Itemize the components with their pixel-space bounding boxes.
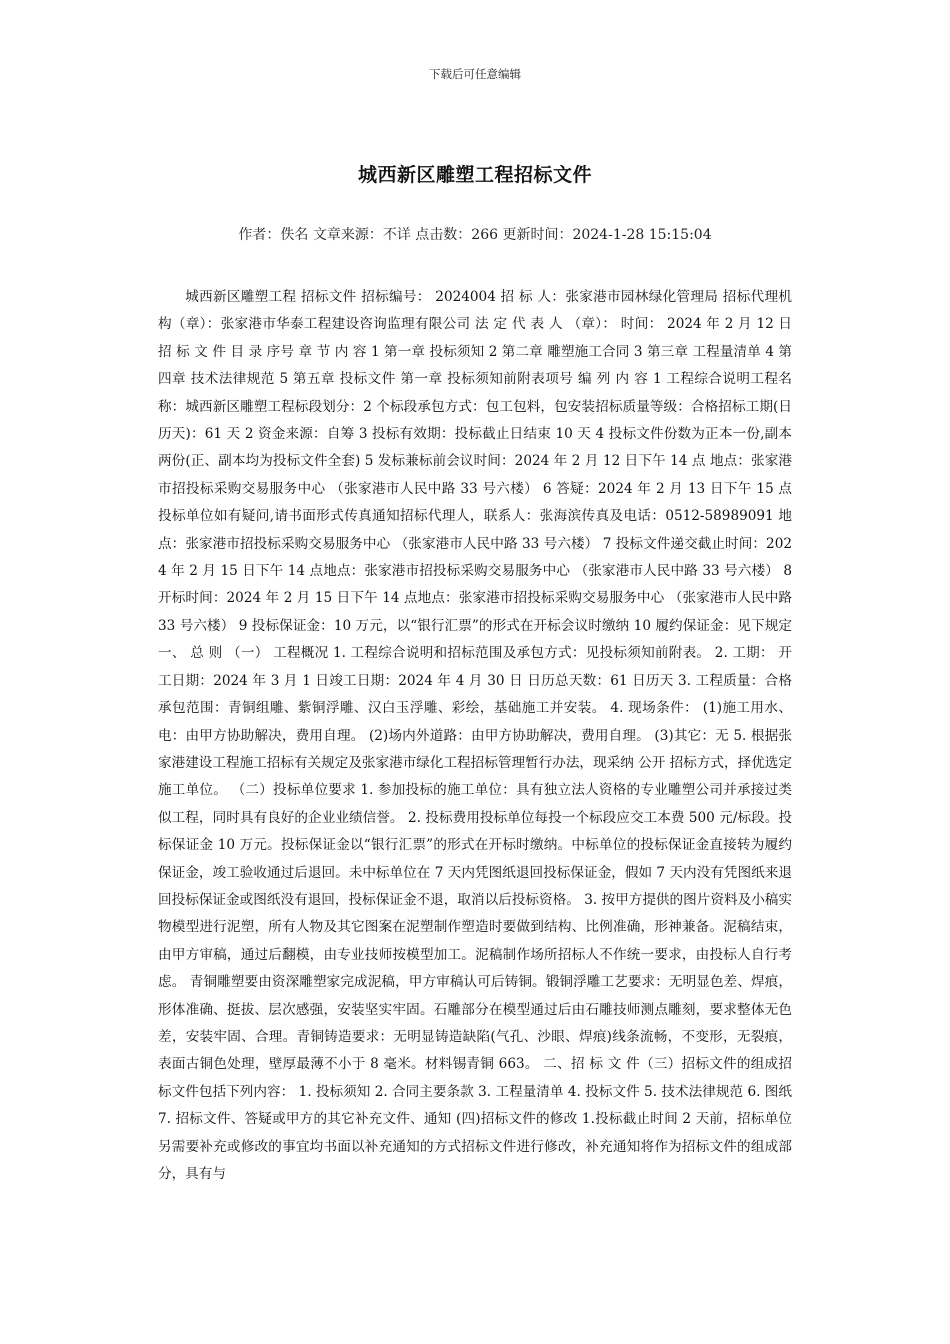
header-note: 下载后可任意编辑 xyxy=(429,67,521,81)
body-paragraph: 城西新区雕塑工程 招标文件 招标编号： 2024004 招 标 人：张家港市园林绿化管理局 招标代理机构（章）：张家港市华泰工程建设咨询监理有限公司 法 定 代 表 人 （章）： 时间： 2024 年 2 月 12 日 招 标 文 件 目 录 序号 章 节 内 容 1 第一章 投标须知 2 第二章 雕塑施工合同 3 第三章 工程量清单 4 第四章 技术法律规范 5 第五章 投标文件 第一章 投标须知前附表项号 编 列 内 容 1 工程综合说明工程名称：城西新区雕塑工程标段划分：2 个标段承包方式：包工包料，包安装招标质量等级：合格招标工期(日历天)：61 天 2 资金来源：自筹 3 投标有效期：投标截止日结束 10 天 4 投标文件份数为正本一份,副本两份(正、副本均为投标文件全套) 5 发标兼标前会议时间：2024 年 2 月 12 日下午 14 点 地点：张家港市招投标采购交易服务中心 （张家港市人民中路 33 号六楼） 6 答疑：2024 年 2 月 13 日下午 15 点 投标单位如有疑问,请书面形式传真通知招标代理人，联系人：张海滨传真及电话：0512-58989091 地点：张家港市招投标采购交易服务中心 （张家港市人民中路 33 号六楼） 7 投标文件递交截止时间：2024 年 2 月 15 日下午 14 点地点：张家港市招投标采购交易服务中心 （张家港市人民中路 33 号六楼） 8 开标时间：2024 年 2 月 15 日下午 14 点地点：张家港市招投标采购交易服务中心 （张家港市人民中路 33 号六楼） 9 投标保证金：10 万元，以“银行汇票”的形式在开标会议时缴纳 10 履约保证金：见下规定 一、 总 则 （一） 工程概况 1. 工程综合说明和招标范围及承包方式：见投标须知前附表。 2. 工期： 开工日期：2024 年 3 月 1 日竣工日期：2024 年 4 月 30 日 日历总天数：61 日历天 3. 工程质量：合格 承包范围：青铜组雕、紫铜浮雕、汉白玉浮雕、彩绘，基础施工并安装。 4. 现场条件： (1)施工用水、电：由甲方协助解决，费用自理。 (2)场内外道路：由甲方协助解决，费用自理。 (3)其它：无 5. 根据张家港建设工程施工招标有关规定及张家港市绿化工程招标管理暂行办法，现采纳 公开 招标方式，择优选定施工单位。 （二）投标单位要求 1. 参加投标的施工单位：具有独立法人资格的专业雕塑公司并承接过类似工程，同时具有良好的企业业绩信誉。 2. 投标费用投标单位每投一个标段应交工本费 500 元/标段。投标保证金 10 万元。投标保证金以“银行汇票”的形式在开标时缴纳。中标单位的投标保证金直接转为履约保证金，竣工验收通过后退回。未中标单位在 7 天内凭图纸退回投标保证金，假如 7 天内没有凭图纸来退回投标保证金或图纸没有退回，投标保证金不退，取消以后投标资格。 3. 按甲方提供的图片资料及小稿实物模型进行泥塑，所有人物及其它图案在泥塑制作塑造时要做到结构、比例准确，形神兼备。泥稿结束，由甲方审稿，通过后翻模，由专业技师按模型加工。泥稿制作场所招标人不作统一要求，由投标人自行考虑。 青铜雕塑要由资深雕塑家完成泥稿，甲方审稿认可后铸铜。锻铜浮雕工艺要求：无明显色差、焊痕，形体准确、挺拔、层次感强，安装坚实牢固。石雕部分在模型通过后由石雕技师测点雕刻，要求整体无色差，安装牢固、合理。青铜铸造要求：无明显铸造缺陷(气孔、沙眼、焊痕)线条流畅，不变形，无裂痕，表面古铜色处理，壁厚最薄不小于 8 毫米。材料锡青铜 663。 二、招 标 文 件（三）招标文件的组成招标文件包括下列内容： 1. 投标须知 2. 合同主要条款 3. 工程量清单 4. 投标文件 5. 技术法律规范 6. 图纸 7. 招标文件、答疑或甲方的其它补充文件、通知 (四)招标文件的修改 1.投标截止时间 2 天前，招标单位另需要补充或修改的事宜均书面以补充通知的方式招标文件进行修改，补充通知将作为招标文件的组成部分，具有与 xyxy=(158,289,792,1182)
document-title: 城西新区雕塑工程招标文件 xyxy=(357,164,592,186)
meta-line: 作者：佚名 文章来源：不详 点击数：266 更新时间：2024-1-28 15:15:04 xyxy=(238,227,712,243)
